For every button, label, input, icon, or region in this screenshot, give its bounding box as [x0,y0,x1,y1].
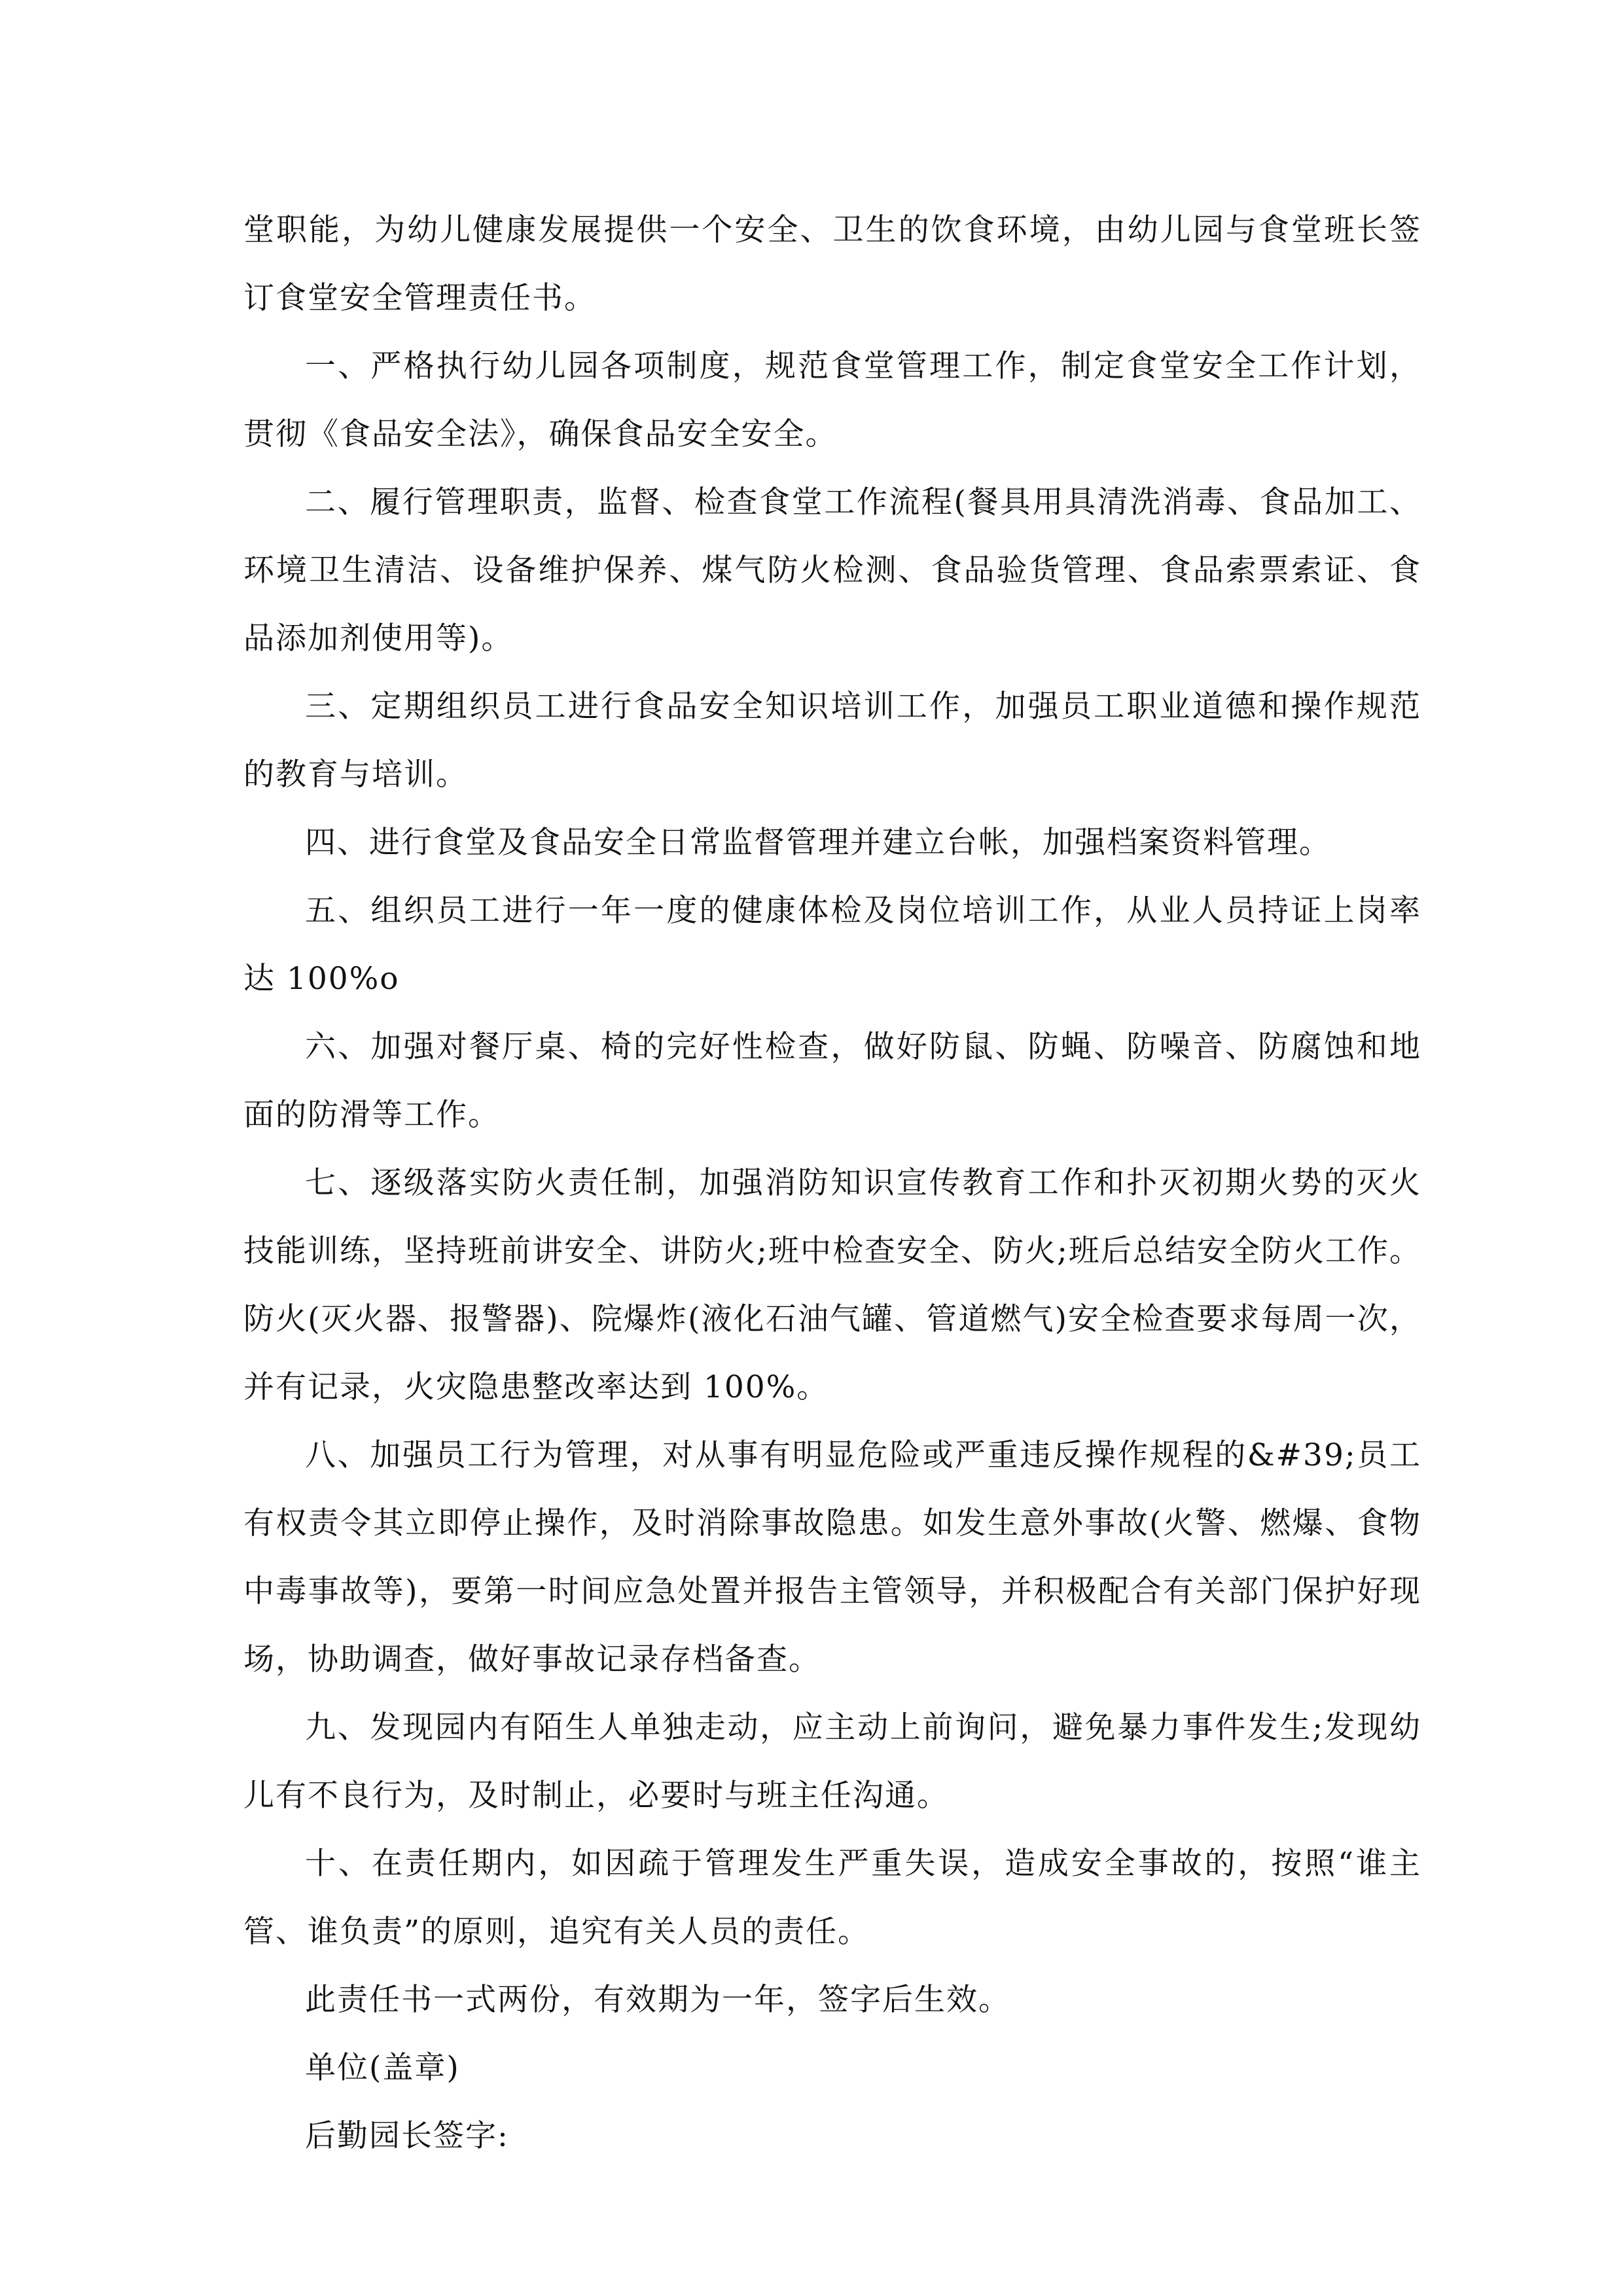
signature-unit-seal: 单位(盖章) [305,2050,460,2086]
paragraph-clause-9: 九、发现园内有陌生人单独走动，应主动上前询问，避免暴力事件发生;发现幼儿有不良行为，及时制止，必要时与班主任沟通。 [243,1710,1421,1814]
paragraph-clause-3: 三、定期组织员工进行食品安全知识培训工作，加强员工职业道德和操作规范的教育与培训。 [243,689,1421,793]
signature-director: 后勤园长签字: [305,2118,509,2154]
paragraph-clause-2: 二、履行管理职责，监督、检查食堂工作流程(餐具用具清洗消毒、食品加工、环境卫生清洁、设备维护保养、煤气防火检测、食品验货管理、食品索票索证、食品添加剂使用等)。 [243,484,1421,656]
document-body [243,196,1421,2170]
paragraph-clause-5: 五、组织员工进行一年一度的健康体检及岗位培训工作，从业人员持证上岗率达 100%o [243,893,1421,997]
paragraph-clause-1: 一、严格执行幼儿园各项制度，规范食堂管理工作，制定食堂安全工作计划，贯彻《食品安全法》，确保食品安全安全。 [243,348,1421,452]
paragraph-validity: 此责任书一式两份，有效期为一年，签字后生效。 [305,1982,1010,2018]
paragraph-clause-10: 十、在责任期内，如因疏于管理发生严重失误，造成安全事故的，按照“谁主管、谁负责”的原则，追究有关人员的责任。 [243,1846,1421,1950]
paragraph-clause-6: 六、加强对餐厅桌、椅的完好性检查，做好防鼠、防蝇、防噪音、防腐蚀和地面的防滑等工作。 [243,1029,1421,1133]
paragraph-clause-8: 八、加强员工行为管理，对从事有明显危险或严重违反操作规程的&#39;员工有权责令其立即停止操作，及时消除事故隐患。如发生意外事故(火警、燃爆、食物中毒事故等)，要第一时间应急处置并报告主管领导，并积极配合有关部门保护好现场，协助调查，做好事故记录存档备查。 [243,1437,1421,1677]
paragraph-clause-4: 四、进行食堂及食品安全日常监督管理并建立台帐，加强档案资料管理。 [305,825,1331,861]
paragraph-intro: 堂职能，为幼儿健康发展提供一个安全、卫生的饮食环境，由幼儿园与食堂班长签订食堂安全管理责任书。 [243,212,1421,316]
paragraph-clause-7: 七、逐级落实防火责任制，加强消防知识宣传教育工作和扑灭初期火势的灭火技能训练，坚持班前讲安全、讲防火;班中检查安全、防火;班后总结安全防火工作。防火(灭火器、报警器)、院爆炸(液化石油气罐、管道燃气)安全检查要求每周一次，并有记录，火灾隐患整改率达到 100%。 [243,1165,1421,1405]
